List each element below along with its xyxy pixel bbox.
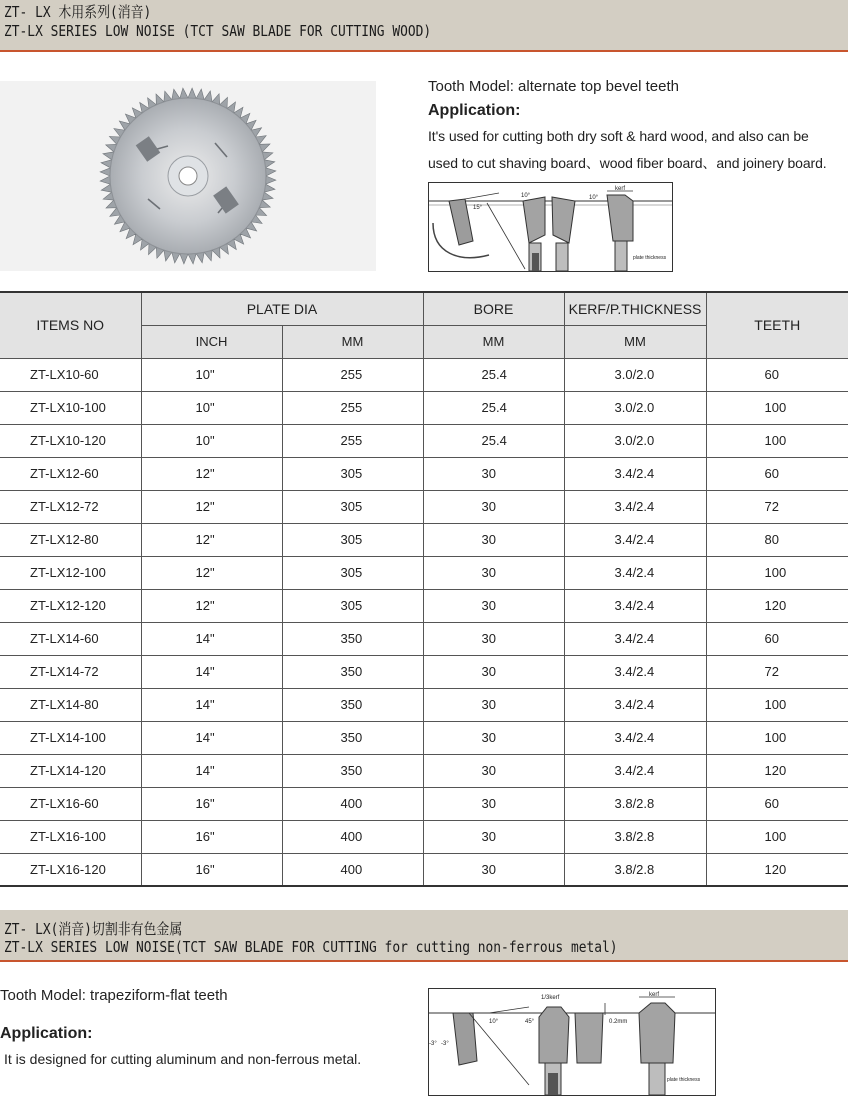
cell-inch: 12" (141, 589, 282, 622)
saw-blade-image (0, 81, 376, 271)
table-row (0, 523, 848, 556)
table-row (0, 655, 848, 688)
table-row (0, 721, 848, 754)
cell-item: ZT-LX16-60 (0, 787, 141, 820)
cell-item: ZT-LX14-60 (0, 622, 141, 655)
cell-kerf: 3.4/2.4 (564, 721, 706, 754)
svg-text:plate thickness: plate thickness (667, 1077, 701, 1083)
cell-item: ZT-LX10-100 (0, 391, 141, 424)
specification-table (0, 291, 848, 887)
section2-title-en: ZT-LX SERIES LOW NOISE(TCT SAW BLADE FOR CUTTING for cutting non-ferrous metal) (4, 938, 618, 956)
cell-mm: 305 (282, 457, 423, 490)
cell-inch: 12" (141, 556, 282, 589)
cell-teeth: 100 (706, 721, 848, 754)
cell-mm: 255 (282, 358, 423, 391)
cell-item: ZT-LX16-120 (0, 853, 141, 886)
cell-item: ZT-LX12-60 (0, 457, 141, 490)
section2-title-cn: ZT- LX(消音)切割非有色金属 (4, 920, 183, 938)
cell-teeth: 120 (706, 754, 848, 787)
header-mm-kerf: MM (564, 325, 706, 358)
cell-kerf: 3.8/2.8 (564, 820, 706, 853)
cell-item: ZT-LX12-80 (0, 523, 141, 556)
cell-bore: 30 (423, 556, 564, 589)
cell-inch: 12" (141, 523, 282, 556)
cell-item: ZT-LX12-100 (0, 556, 141, 589)
svg-text:-3°: -3° (441, 1041, 449, 1047)
product-description-metal (0, 986, 420, 1067)
table-row (0, 424, 848, 457)
cell-inch: 14" (141, 754, 282, 787)
cell-item: ZT-LX14-72 (0, 655, 141, 688)
cell-teeth: 120 (706, 853, 848, 886)
tooth-geometry-diagram-2 (428, 988, 716, 1096)
cell-teeth: 100 (706, 820, 848, 853)
product-description-wood (428, 77, 848, 176)
cell-bore: 30 (423, 622, 564, 655)
section-header-metal (0, 910, 848, 962)
application-text-line2: used to cut shaving board、wood fiber board、and joinery board. (428, 155, 827, 171)
cell-kerf: 3.8/2.8 (564, 853, 706, 886)
cell-kerf: 3.4/2.4 (564, 457, 706, 490)
section-header-wood (0, 0, 848, 52)
cell-inch: 12" (141, 490, 282, 523)
cell-teeth: 120 (706, 589, 848, 622)
cell-mm: 255 (282, 391, 423, 424)
cell-inch: 14" (141, 622, 282, 655)
application-heading: Application: (428, 102, 521, 119)
cell-mm: 305 (282, 556, 423, 589)
cell-mm: 400 (282, 787, 423, 820)
cell-bore: 30 (423, 787, 564, 820)
cell-item: ZT-LX16-100 (0, 820, 141, 853)
cell-bore: 25.4 (423, 424, 564, 457)
cell-kerf: 3.4/2.4 (564, 589, 706, 622)
cell-mm: 305 (282, 589, 423, 622)
header-inch: INCH (141, 325, 282, 358)
cell-bore: 30 (423, 721, 564, 754)
cell-kerf: 3.4/2.4 (564, 688, 706, 721)
svg-text:15°: 15° (473, 205, 483, 211)
svg-text:kerf: kerf (649, 992, 660, 998)
application-text-2: It is designed for cutting aluminum and non-ferrous metal. (4, 1051, 362, 1067)
cell-bore: 25.4 (423, 358, 564, 391)
cell-item: ZT-LX12-120 (0, 589, 141, 622)
table-row (0, 391, 848, 424)
tooth-model-2: Tooth Model: trapeziform-flat teeth (0, 987, 228, 1004)
cell-inch: 12" (141, 457, 282, 490)
table-row (0, 556, 848, 589)
saw-blade-photo (0, 81, 376, 271)
cell-item: ZT-LX10-120 (0, 424, 141, 457)
table-row (0, 457, 848, 490)
cell-kerf: 3.4/2.4 (564, 490, 706, 523)
header-items-no: ITEMS NO (0, 292, 141, 358)
cell-inch: 14" (141, 688, 282, 721)
table-row (0, 622, 848, 655)
table-row (0, 358, 848, 391)
svg-text:10°: 10° (489, 1019, 499, 1025)
cell-item: ZT-LX10-60 (0, 358, 141, 391)
cell-mm: 350 (282, 721, 423, 754)
svg-text:0.2mm: 0.2mm (609, 1019, 628, 1025)
cell-kerf: 3.4/2.4 (564, 655, 706, 688)
cell-kerf: 3.4/2.4 (564, 556, 706, 589)
cell-inch: 16" (141, 787, 282, 820)
table-row (0, 754, 848, 787)
cell-bore: 30 (423, 688, 564, 721)
cell-item: ZT-LX14-80 (0, 688, 141, 721)
cell-inch: 16" (141, 820, 282, 853)
application-heading-2: Application: (0, 1025, 93, 1042)
cell-bore: 30 (423, 457, 564, 490)
cell-bore: 30 (423, 523, 564, 556)
cell-kerf: 3.0/2.0 (564, 391, 706, 424)
section-title-en: ZT-LX SERIES LOW NOISE (TCT SAW BLADE FOR CUTTING WOOD) (4, 22, 432, 40)
cell-teeth: 100 (706, 688, 848, 721)
cell-teeth: 60 (706, 787, 848, 820)
cell-kerf: 3.0/2.0 (564, 358, 706, 391)
cell-mm: 255 (282, 424, 423, 457)
application-text-line1: It's used for cutting both dry soft & hard wood, and also can be (428, 128, 809, 144)
cell-teeth: 60 (706, 622, 848, 655)
cell-kerf: 3.0/2.0 (564, 424, 706, 457)
tooth-geometry-diagram (428, 182, 673, 272)
cell-teeth: 72 (706, 490, 848, 523)
cell-mm: 400 (282, 853, 423, 886)
svg-text:10°: 10° (589, 195, 599, 201)
cell-bore: 30 (423, 820, 564, 853)
cell-teeth: 100 (706, 391, 848, 424)
cell-kerf: 3.4/2.4 (564, 622, 706, 655)
cell-bore: 30 (423, 589, 564, 622)
cell-teeth: 60 (706, 457, 848, 490)
cell-bore: 25.4 (423, 391, 564, 424)
header-teeth: TEETH (706, 292, 848, 358)
cell-teeth: 60 (706, 358, 848, 391)
tooth-model: Tooth Model: alternate top bevel teeth (428, 78, 680, 95)
table-row (0, 787, 848, 820)
cell-mm: 350 (282, 688, 423, 721)
cell-bore: 30 (423, 754, 564, 787)
svg-text:45°: 45° (525, 1019, 535, 1025)
cell-mm: 350 (282, 754, 423, 787)
cell-bore: 30 (423, 853, 564, 886)
header-plate-dia: PLATE DIA (141, 292, 423, 325)
header-mm-bore: MM (423, 325, 564, 358)
cell-kerf: 3.4/2.4 (564, 523, 706, 556)
cell-inch: 10" (141, 424, 282, 457)
cell-item: ZT-LX12-72 (0, 490, 141, 523)
svg-text:1/3kerf: 1/3kerf (541, 995, 560, 1001)
cell-teeth: 80 (706, 523, 848, 556)
cell-inch: 10" (141, 358, 282, 391)
cell-mm: 350 (282, 655, 423, 688)
cell-bore: 30 (423, 655, 564, 688)
table-row (0, 688, 848, 721)
header-kerf: KERF/P.THICKNESS (564, 292, 706, 325)
cell-mm: 350 (282, 622, 423, 655)
cell-inch: 10" (141, 391, 282, 424)
cell-teeth: 72 (706, 655, 848, 688)
table-row (0, 490, 848, 523)
cell-inch: 16" (141, 853, 282, 886)
cell-item: ZT-LX14-100 (0, 721, 141, 754)
svg-text:kerf: kerf (615, 186, 626, 192)
table-row (0, 820, 848, 853)
header-bore: BORE (423, 292, 564, 325)
cell-kerf: 3.4/2.4 (564, 754, 706, 787)
svg-text:10°: 10° (521, 193, 531, 199)
table-row (0, 853, 848, 886)
cell-mm: 305 (282, 490, 423, 523)
cell-inch: 14" (141, 721, 282, 754)
cell-teeth: 100 (706, 424, 848, 457)
table-row (0, 589, 848, 622)
header-mm-plate: MM (282, 325, 423, 358)
cell-bore: 30 (423, 490, 564, 523)
cell-kerf: 3.8/2.8 (564, 787, 706, 820)
cell-teeth: 100 (706, 556, 848, 589)
cell-inch: 14" (141, 655, 282, 688)
section-title-cn: ZT- LX 木用系列(消音) (4, 3, 152, 21)
cell-mm: 305 (282, 523, 423, 556)
cell-mm: 400 (282, 820, 423, 853)
svg-text:plate thickness: plate thickness (633, 255, 667, 261)
cell-item: ZT-LX14-120 (0, 754, 141, 787)
svg-text:-3°: -3° (429, 1041, 437, 1047)
